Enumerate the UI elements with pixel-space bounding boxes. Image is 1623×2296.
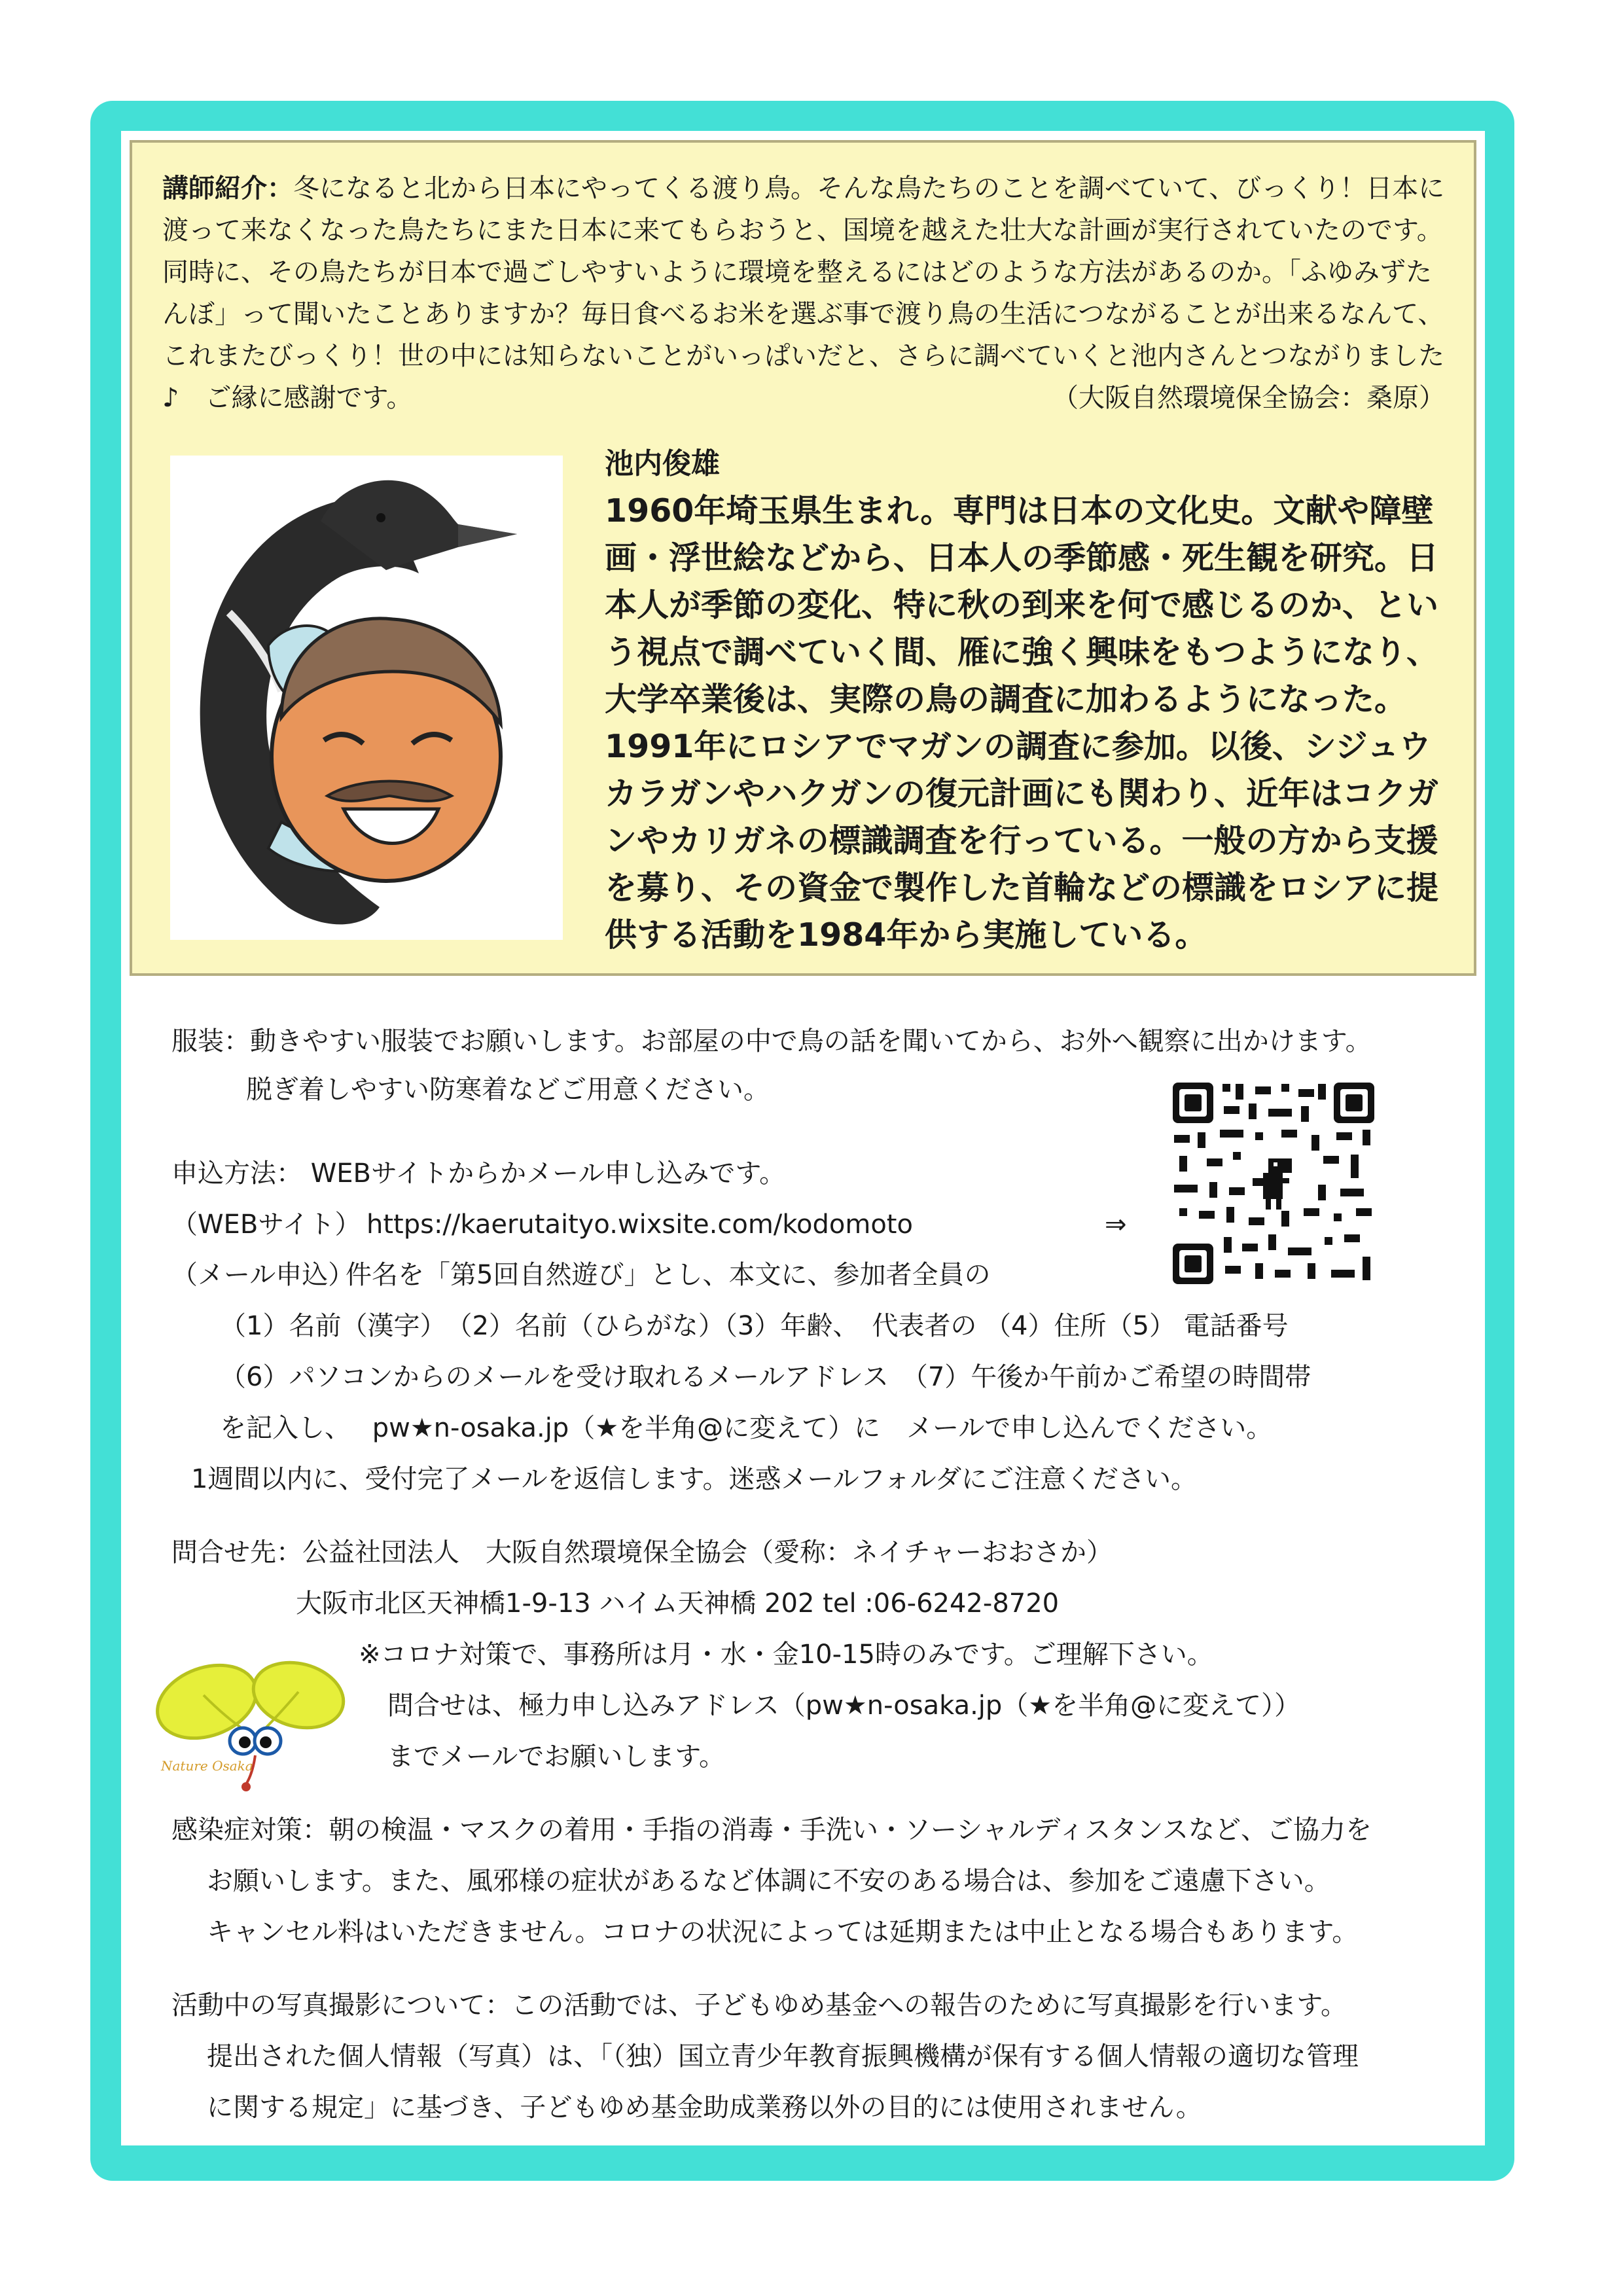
lecturer-bio: 1960年埼玉県生まれ。専門は日本の文化史。文献や障壁画・浮世絵などから、日本人の季節感・死生観を研究。日本人が季節の変化、特に秋の到来を何で感じるのか、という視点で調べていく間、雁に強く興味をもつようになり、大学卒業後は、実際の鳥の調査に加わるようになった。1991年にロシアでマガンの調査に参加。以後、シジュウカラガンやハクガンの復元計画にも関わり、近年はコクガンやカリガネの標識調査を行っている。一般の方から支援を募り、その資金で製作した首輪などの標識をロシアに提供する活動を1984年から実施している。 bbox=[605, 492, 1439, 954]
apply-items-4: 1週間以内に、受付完了メールを返信します。迷惑メールフォルダにご注意ください。 bbox=[191, 1464, 1198, 1494]
contact-line-1: 問合せ先：公益社団法人 大阪自然環境保全協会（愛称：ネイチャーおおさか） bbox=[171, 1537, 1113, 1568]
clothing-line-2: 脱ぎ着しやすい防寒着などご用意ください。 bbox=[246, 1075, 770, 1105]
apply-web-label: （WEBサイト） bbox=[171, 1210, 361, 1240]
infection-line-2: お願いします。また、風邪様の症状があるなど体調に不安のある場合は、参加をご遠慮下さい。 bbox=[207, 1866, 1330, 1896]
photo-line-1: 活動中の写真撮影について：この活動では、子どもゆめ基金への報告のために写真撮影を行います。 bbox=[171, 1990, 1347, 2020]
apply-mail-label: （メール申込） bbox=[171, 1260, 355, 1290]
mascot-text: Nature Osaka bbox=[161, 1758, 253, 1774]
intro-box bbox=[130, 140, 1476, 976]
contact-covid-note: ※コロナ対策で、事務所は月・水・金10-15時のみです。ご理解下さい。 bbox=[359, 1640, 1213, 1670]
apply-items-1: （1）名前（漢字） （2）名前（ひらがな）（3）年齢、 代表者の （4）住所（5） 電話番号 bbox=[220, 1311, 1289, 1341]
lecturer-portrait-illustration bbox=[170, 456, 563, 940]
qr-code[interactable] bbox=[1170, 1080, 1377, 1287]
intro-text: 冬になると北から日本にやってくる渡り鳥。そんな鳥たちのことを調べていて、びっくり！日本に渡って来なくなった鳥たちにまた日本に来てもらおうと、国境を越えた壮大な計画が実行されていたのです。同時に、その鳥たちが日本で過ごしやすいように環境を整えるにはどのような方法があるのか。「ふゆみずたんぼ」って聞いたことありますか？毎日食べるお米を選ぶ事で渡り鳥の生活につながることが出来るなんて、これまたびっくり！世の中には知らないことがいっぱいだと、さらに調べていくと池内さんとつながりました♪ ご縁に感謝です。 bbox=[162, 173, 1445, 413]
contact-line-4: 問合せは、極力申し込みアドレス（pw★n-osaka.jp（★を半角@に変えて）） bbox=[387, 1691, 1301, 1721]
photo-line-2: 提出された個人情報（写真）は、「（独）国立青少年教育振興機構が保有する個人情報の適切な管理 bbox=[207, 2041, 1359, 2072]
apply-line-1: 申込方法： WEBサイトからかメール申し込みです。 bbox=[171, 1158, 786, 1189]
apply-mail-text: 件名を「第5回自然遊び」とし、本文に、参加者全員の bbox=[346, 1260, 991, 1290]
nature-osaka-mascot-logo bbox=[148, 1656, 357, 1806]
apply-web-url[interactable]: https://kaerutaityo.wixsite.com/kodomoto bbox=[366, 1210, 913, 1240]
infection-line-3: キャンセル料はいただきません。コロナの状況によっては延期または中止となる場合もあります。 bbox=[207, 1917, 1359, 1947]
contact-address: 大阪市北区天神橋1-9-13 ハイム天神橋 202 tel :06-6242-8720 bbox=[296, 1588, 1060, 1619]
clothing-line-1: 服装：動きやすい服装でお願いします。お部屋の中で鳥の話を聞いてから、お外へ観察に出かけます。 bbox=[171, 1026, 1372, 1056]
apply-items-3: を記入し、 pw★n-osaka.jp（★を半角@に変えて）に メールで申し込んでください。 bbox=[220, 1413, 1273, 1443]
arrow-icon: ⇒ bbox=[1105, 1210, 1127, 1240]
lecturer-name: 池内俊雄 bbox=[605, 447, 720, 480]
intro-credit: （大阪自然環境保全協会：桑原） bbox=[1052, 383, 1445, 413]
photo-line-3: に関する規定」に基づき、子どもゆめ基金助成業務以外の目的には使用されません。 bbox=[207, 2092, 1202, 2123]
contact-line-5: までメールでお願いします。 bbox=[387, 1742, 725, 1772]
infection-line-1: 感染症対策：朝の検温・マスクの着用・手指の消毒・手洗い・ソーシャルディスタンスなど、ご協力を bbox=[171, 1815, 1372, 1845]
intro-label: 講師紹介： bbox=[162, 173, 293, 204]
apply-items-2: （6）パソコンからのメールを受け取れるメールアドレス （7）午後か午前かご希望の時間帯 bbox=[220, 1362, 1311, 1392]
